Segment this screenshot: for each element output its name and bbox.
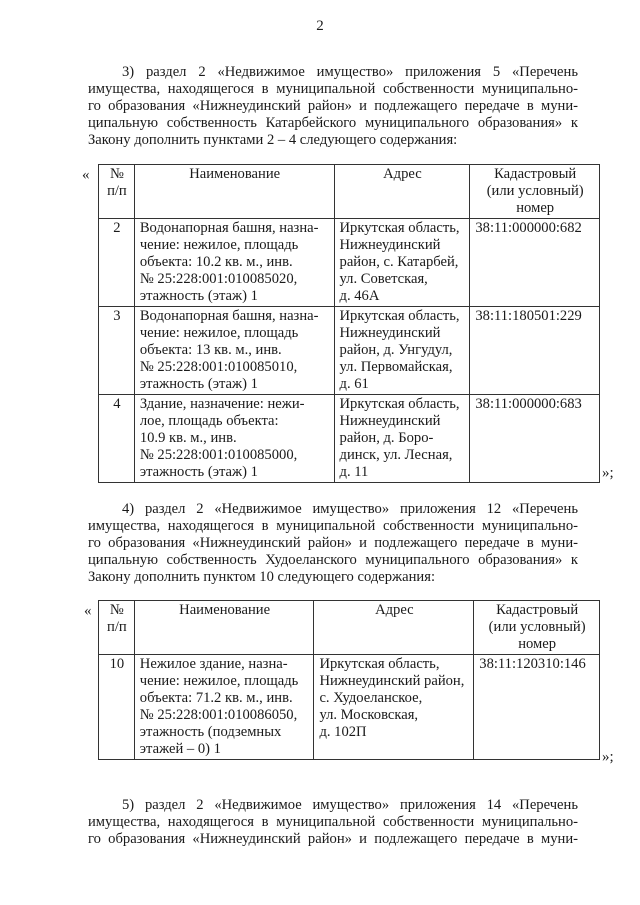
header-num: № п/п	[99, 601, 135, 655]
table-header-row	[99, 165, 600, 219]
paragraph-line: го образования «Нижнеудинский район» и подлежащего передаче в муни-	[88, 831, 578, 847]
table-row	[99, 655, 600, 760]
cell-address: Иркутская область, Нижнеудинский район, д. Боро- динск, ул. Лесная, д. 11	[334, 395, 470, 483]
cell-cadastral: 38:11:000000:683	[470, 395, 600, 483]
table-header-row	[99, 601, 600, 655]
table-2-close-mark: »;	[602, 749, 614, 765]
paragraph-4	[88, 501, 578, 586]
header-cadastral: Кадастровый (или условный) номер	[470, 165, 600, 219]
cell-cadastral: 38:11:180501:229	[470, 307, 600, 395]
table-1	[98, 164, 600, 483]
table-row	[99, 219, 600, 307]
header-address: Адрес	[314, 601, 474, 655]
cell-name: Нежилое здание, назна- чение: нежилое, площадь объекта: 71.2 кв. м., инв. № 25:228:001:010086050, этажность (подземных этажей – 0) 1	[134, 655, 314, 760]
paragraph-3	[88, 64, 578, 149]
paragraph-line: 4) раздел 2 «Недвижимое имущество» приложения 12 «Перечень	[122, 501, 578, 517]
paragraph-line: 5) раздел 2 «Недвижимое имущество» приложения 14 «Перечень	[122, 797, 578, 813]
paragraph-line: го образования «Нижнеудинский район» и подлежащего передаче в муни-	[88, 535, 578, 551]
paragraph-line: ципальную собственность Катарбейского муниципального образования» к	[88, 115, 578, 131]
cell-address: Иркутская область, Нижнеудинский район, с. Катарбей, ул. Советская, д. 46А	[334, 219, 470, 307]
table-1-close-mark: »;	[602, 465, 614, 481]
header-num: № п/п	[99, 165, 135, 219]
paragraph-5	[88, 797, 578, 848]
paragraph-line: ципальную собственность Худоеланского муниципального образования» к	[88, 552, 578, 568]
paragraph-line: имущества, находящегося в муниципальной собственности муниципально-	[88, 814, 578, 830]
paragraph-line: имущества, находящегося в муниципальной собственности муниципально-	[88, 518, 578, 534]
table-1-open-quote: «	[82, 167, 90, 183]
table-2-open-quote: «	[84, 603, 92, 619]
table-2	[98, 600, 600, 760]
paragraph-line: имущества, находящегося в муниципальной собственности муниципально-	[88, 81, 578, 97]
cell-cadastral: 38:11:120310:146	[474, 655, 600, 760]
cell-name: Водонапорная башня, назна- чение: нежилое, площадь объекта: 10.2 кв. м., инв. № 25:228:001:010085020, этажность (этаж) 1	[134, 219, 334, 307]
cell-num: 10	[99, 655, 135, 760]
header-name: Наименование	[134, 165, 334, 219]
cell-address: Иркутская область, Нижнеудинский район, с. Худоеланское, ул. Московская, д. 102П	[314, 655, 474, 760]
table-row	[99, 395, 600, 483]
header-cadastral: Кадастровый (или условный) номер	[474, 601, 600, 655]
cell-address: Иркутская область, Нижнеудинский район, д. Унгудул, ул. Первомайская, д. 61	[334, 307, 470, 395]
cell-num: 2	[99, 219, 135, 307]
paragraph-line: 3) раздел 2 «Недвижимое имущество» приложения 5 «Перечень	[122, 64, 578, 80]
cell-num: 4	[99, 395, 135, 483]
paragraph-line: Закону дополнить пунктом 10 следующего содержания:	[88, 569, 436, 585]
header-address: Адрес	[334, 165, 470, 219]
table-row	[99, 307, 600, 395]
cell-num: 3	[99, 307, 135, 395]
cell-name: Водонапорная башня, назна- чение: нежилое, площадь объекта: 13 кв. м., инв. № 25:228:001:010085010, этажность (этаж) 1	[134, 307, 334, 395]
page-number: 2	[316, 18, 324, 34]
cell-name: Здание, назначение: нежи- лое, площадь объекта: 10.9 кв. м., инв. № 25:228:001:010085000, этажность (этаж) 1	[134, 395, 334, 483]
paragraph-line: Закону дополнить пунктами 2 – 4 следующего содержания:	[88, 132, 458, 148]
header-name: Наименование	[134, 601, 314, 655]
paragraph-line: го образования «Нижнеудинский район» и подлежащего передаче в муни-	[88, 98, 578, 114]
cell-cadastral: 38:11:000000:682	[470, 219, 600, 307]
